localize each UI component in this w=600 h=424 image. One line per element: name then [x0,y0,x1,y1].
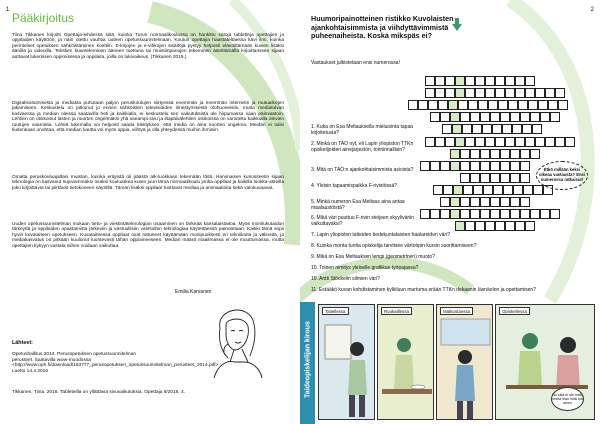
crossword-cell[interactable] [480,173,490,183]
crossword-cell[interactable] [485,88,495,98]
crossword-cell[interactable] [510,112,520,122]
crossword-cell[interactable] [505,137,515,147]
crossword-cell[interactable] [465,88,475,98]
crossword-clue: 5. Minkä numeron Esa Meltaus aina antaa maalaustöistä? [311,199,405,212]
crossword-cell[interactable] [418,100,428,110]
comic-strip-title: Taideopiskelijan kirous [304,321,312,398]
crossword-cell[interactable] [450,209,460,219]
crossword-cell[interactable] [550,112,560,122]
crossword-cell[interactable] [510,149,520,159]
crossword-cell[interactable] [520,209,530,219]
crossword-cell[interactable] [478,100,488,110]
crossword-cell[interactable] [502,124,512,134]
crossword-cell[interactable] [445,137,455,147]
crossword-cell[interactable] [545,88,555,98]
crossword-cell[interactable] [465,76,475,86]
crossword-cell[interactable] [520,197,530,207]
crossword-cell[interactable] [500,149,510,159]
crossword-cell[interactable] [482,124,492,134]
crossword-cell[interactable] [462,124,472,134]
crossword-cell[interactable] [550,209,560,219]
crossword-cell[interactable] [505,88,515,98]
crossword-cell[interactable] [475,88,485,98]
crossword-cell[interactable] [490,197,500,207]
crossword-cell[interactable] [525,221,535,231]
crossword-cell[interactable] [495,76,505,86]
reference-item: Tikkanen, Tiina. 2016. Tableteilla on yllättäviä sivuvaikutuksia. Opettaja 8/2016, 4. [12,390,186,395]
crossword-clue: 2. Minkä on TAO nyt, eli Lapin yliopiston TTKn opiskelijoiden ainejärjestön, toiminnallisin? [311,141,414,154]
crossword-cell[interactable] [445,88,455,98]
crossword-cell[interactable] [532,124,542,134]
crossword-cell[interactable] [512,124,522,134]
crossword-cell[interactable] [525,76,535,86]
crossword-clue: 4. Yleisin tapaamispaikka F-rivistössä? [311,183,398,189]
crossword-cell[interactable] [515,88,525,98]
arrow-down-icon [452,18,462,31]
crossword-cell[interactable] [460,161,470,171]
crossword-cell[interactable] [470,197,480,207]
reference-item: Opetushallitus 2014. Perusopetuksen opetussuunnitelman perusteet. Saatavilla www-muodossa <http://www.oph.fi/download/163777_perusopetuksen_opetussuunnitelman_perusteet_2014.pdf> Luettu 14.4.2016 [12,352,219,374]
crossword-cell[interactable] [435,76,445,86]
crossword-cell[interactable] [520,173,530,183]
crossword-cell[interactable] [455,76,465,86]
crossword-cell[interactable] [515,76,525,86]
crossword-cell[interactable] [408,100,418,110]
crossword-cell[interactable] [480,197,490,207]
crossword-cell[interactable] [540,209,550,219]
student-eating-illustration [378,305,434,420]
crossword-cell[interactable] [485,137,495,147]
crossword-cell[interactable] [530,149,540,159]
crossword-cell[interactable] [508,100,518,110]
crossword-cell[interactable] [473,185,483,195]
comic-panel [436,304,493,420]
crossword-cell[interactable] [455,88,465,98]
crossword-cell[interactable] [515,137,525,147]
crossword-cell[interactable] [490,112,500,122]
crossword-cell[interactable] [460,209,470,219]
paragraph: Uuden opetussuunnitelman mukaan tieto- ja viestintäteknologian osaaminen on tärkeää kansalaistaitoa. Myös monilukutaidon tärkeyttä ja oppilaiden opastamista järkeviin ja vastuullisiin valintoihin teknologiaa käytettäessä painotetaan. Kaikki tämä sopii hyvin kuvataiteen opetukseen. Kuvataiteessa oppilaat ovat tottuneet käyttämään monipuolisesti eri tekniikoita ja välineitä, ja mediakasvatus on pitkään kuulunut luontevasti tähän oppiaineeseen. Median määrä maailmassa ei ole muuttumassa, mutta opettajien kykyyn vastata siihen voidaan vaikuttaa. [12,222,284,249]
crossword-cell[interactable] [468,100,478,110]
crossword-cell[interactable] [538,100,548,110]
crossword-clue: 11. Estääkö kuvan kohdistaminen kylkiluun murtuma erään TTKn dekaanin läsnäolon ja opettamisen? [311,287,536,293]
crossword-cell[interactable] [438,100,448,110]
crossword-cell[interactable] [450,161,460,171]
paragraph: Tiina Tikkanen kirjoitti Opettaja-lehdessä siitä, kuinka Turun normaalikoulussa on hankittu satoja tabletteja opettajien ja oppilaiden käyttöön, ja näin otettu vauhtia uuteen opetussuunnitelmaan. Koulun opettajia haastateltaessa kävi ilmi, kuinka perinteiset opetuksen sähköistäminen koettiin. E-kirjojen ja e-vihkojen sisältöjä pystyy helposti elävöittämään kuvien lisäksi äänillä ja videoilla. Tekstien kuunteleminen ääneen tuettuna tai muistiinpanojen tekeminen äänittämällä kirjoittamisen sijaan auttavat lukemisen oppimisessa ja oppilaita, joilla on lukivaikeus. (Tikkanen 2016.) [12,33,284,60]
crossword-cell[interactable] [558,100,568,110]
crossword-cell[interactable] [555,137,565,147]
page-number: 2 [590,7,594,13]
crossword-cell[interactable] [510,161,520,171]
crossword-cell[interactable] [530,112,540,122]
comic-panel [318,304,375,420]
crossword-cell[interactable] [465,137,475,147]
crossword-cell[interactable] [515,221,525,231]
paragraph: Omalta peruskouluajaltani muistan, kuinka erityistä oli päästä atk-luokkaan tekemään töitä. Harvinaisen kuriositeetin sijaan teknologia on kasvanut sujuvammaksi osaksi kouluarkea kuten juuri tämä normaalikoulu jonka oppilaat ja kaikilla luokka-asteilla joko kirjoittavat tai piirtävät tietokoneen näytöllä. Tämän lisäksi oppilaat tuottavat mediaa ja animaatioita sekä valokuvaavat. [12,175,284,191]
crossword-cell[interactable] [440,161,450,171]
comic-panel [377,304,434,420]
crossword-clue: 10. Antti Stöckelin silmien väri? [311,276,380,282]
crossword-cell[interactable] [490,161,500,171]
crossword-clue: 8. Kuinka monta tuntia opiskelija tarvitsee värtoöpin kursin suorittamiseen? [311,243,477,249]
crossword-clue: 9. Mikä on Esa Meltauksen lempi (geometrinen) muoto? [311,254,435,260]
crossword-cell[interactable] [520,149,530,159]
crossword-cell[interactable] [548,100,558,110]
crossword-cell[interactable] [510,197,520,207]
crossword-cell[interactable] [485,221,495,231]
crossword-cell[interactable] [520,112,530,122]
crossword-cell[interactable] [425,137,435,147]
crossword-cell[interactable] [500,173,510,183]
crossword-cell[interactable] [480,112,490,122]
crossword-cell[interactable] [470,149,480,159]
crossword-cell[interactable] [435,137,445,147]
crossword-cell[interactable] [448,100,458,110]
student-travelling-illustration [437,305,493,420]
crossword-cell[interactable] [518,100,528,110]
panel-caption: Ruokaillessa [381,307,412,315]
crossword-cell[interactable] [530,209,540,219]
crossword-cell[interactable] [493,185,503,195]
crossword-clue: 1. Kuka on Esa Meltauksella mieluisinta tapaa kirjoitetusta? [311,124,414,137]
crossword-cell[interactable] [525,137,535,147]
crossword-cell[interactable] [452,124,462,134]
crossword-cell[interactable] [490,173,500,183]
crossword-cell[interactable] [458,100,468,110]
crossword-cell[interactable] [495,137,505,147]
crossword-cell[interactable] [440,197,450,207]
crossword-cell[interactable] [490,209,500,219]
crossword-cell[interactable] [555,88,565,98]
crossword-cell[interactable] [460,149,470,159]
crossword-cell[interactable] [498,100,508,110]
crossword-cell[interactable] [483,185,493,195]
author-signature: Emilia Karvanen [175,289,212,295]
page-title: Pääkirjoitus [12,11,75,25]
crossword-cell[interactable] [475,137,485,147]
crossword-cell[interactable] [455,137,465,147]
crossword-cell[interactable] [510,173,520,183]
crossword-cell[interactable] [495,221,505,231]
crossword-cell[interactable] [492,124,502,134]
crossword-cell[interactable] [523,185,533,195]
crossword-cell[interactable] [520,161,530,171]
crossword-clue: 6. Mikä väri puuttuu F-rivin steijeen skyyliväriin vaikuttavaksi? [311,215,415,228]
crossword-title: Huumoripainotteinen ristikko Kuvolaisten ajankohtaisimmista ja viihdyttävimmistä puheenaiheista. Koska mikspäs ei? [311,14,454,41]
crossword-cell[interactable] [430,209,440,219]
crossword-cell[interactable] [540,112,550,122]
crossword-clue: 10. Toinen nimitys yleiselle grafiikan työpajassa? [311,265,419,271]
crossword-cell[interactable] [470,209,480,219]
panel-caption: Matkustaessa [440,307,473,315]
crossword-cell[interactable] [460,112,470,122]
crossword-cell[interactable] [533,185,543,195]
crossword-cell[interactable] [460,197,470,207]
comic-side-banner [300,302,315,424]
crossword-cell[interactable] [465,221,475,231]
crossword-cell[interactable] [442,124,452,134]
right-page [300,0,600,424]
crossword-clue: 7. Lapin yliopiston taiteiden tiedekuntalaisten haalareiden väri? [311,232,450,238]
crossword-cell[interactable] [433,185,443,195]
crossword-cell[interactable] [488,100,498,110]
crossword-cell[interactable] [443,185,453,195]
crossword-cell[interactable] [500,197,510,207]
crossword-cell[interactable] [440,112,450,122]
crossword-cell[interactable] [470,112,480,122]
crossword-cell[interactable] [545,137,555,147]
crossword-cell[interactable] [435,88,445,98]
crossword-cell[interactable] [565,137,575,147]
crossword-cell[interactable] [510,209,520,219]
crossword-cell[interactable] [505,221,515,231]
crossword-clue: 3. Mitä on TAO:n ajankohtaisimmista asioista? [311,167,414,173]
student-painting-illustration [319,305,375,420]
panel-caption: Opiskellessa [499,307,530,315]
crossword-cell[interactable] [513,185,523,195]
crossword-cell[interactable] [472,124,482,134]
references-heading: Lähteet: [12,340,33,346]
crossword-cell[interactable] [430,112,440,122]
crossword-cell[interactable] [453,185,463,195]
crossword-cell[interactable] [480,209,490,219]
crossword-cell[interactable] [425,88,435,98]
crossword-cell[interactable] [528,100,538,110]
crossword-cell[interactable] [495,88,505,98]
paragraph: Digitalisoitumisesta ja mediasta puhutaan paljon peruskoulujen siirtyessä enemmän ja enemmän internetin ja ruutuaikojen jakamiseen. Keskustelu on jatkunut jo ennen sähköisten televisioiden ilmestymisestä olohuoneisiin, mutta mediatulvan kasvaessa ja median oleissa saatavilla heti ja kaikkialla, ei keskustelu sen vaikutuksista ole hiipumassa vaan päinvastoin. Lehtien on otsikoinut lasten ja nuorten ongelmaksi yhä useampi sivu ja iltapäivälehtien otsikoissa on varoiteltu kaikkialla olevien ruutujen vaaroista. Lehtiä lukemalla voi helposti saada käsityksen, että media on aina nuorten ongelma. Meidän ei tulisi kuitenkaan unohtaa, että median kautta voi myös oppia, viihtyä ja olla yhteydessä muihin ihmisiin. [12,101,284,134]
crossword-cell[interactable] [503,185,513,195]
crossword-cell[interactable] [475,221,485,231]
crossword-cell[interactable] [480,161,490,171]
crossword-cell[interactable] [500,209,510,219]
crossword-cell[interactable] [455,221,465,231]
crossword-cell[interactable] [470,161,480,171]
crossword-cell[interactable] [450,112,460,122]
crossword-cell[interactable] [440,209,450,219]
crossword-cell[interactable] [425,76,435,86]
crossword-cell[interactable] [445,76,455,86]
crossword-cell[interactable] [450,197,460,207]
crossword-cell[interactable] [535,137,545,147]
crossword-cell[interactable] [428,100,438,110]
crossword-cell[interactable] [490,149,500,159]
crossword-cell[interactable] [450,149,460,159]
hint-bubble: Etkö millään keksi oikeaa vastausta? Ensi numerossa ratkaisut! [536,161,588,190]
crossword-cell[interactable] [430,161,440,171]
crossword-cell[interactable] [460,173,470,183]
crossword-cell[interactable] [463,185,473,195]
comic-panel [495,304,595,420]
crossword-cell[interactable] [535,88,545,98]
crossword-intro: Vastaukset julkistetaan ensi numerossa! [311,60,400,66]
crossword-cell[interactable] [500,112,510,122]
page-number: 1 [6,7,10,13]
crossword-cell[interactable] [525,88,535,98]
crossword-cell[interactable] [475,76,485,86]
crossword-cell[interactable] [485,76,495,86]
crossword-cell[interactable] [522,124,532,134]
crossword-cell[interactable] [470,173,480,183]
speech-bubble: No sisä ei ole mitä, mutta ihan mitä mä ainen [551,387,584,411]
panel-caption: Taitellessa [322,307,349,315]
crossword-cell[interactable] [480,149,490,159]
crossword-cell[interactable] [500,161,510,171]
crossword-cell[interactable] [505,76,515,86]
